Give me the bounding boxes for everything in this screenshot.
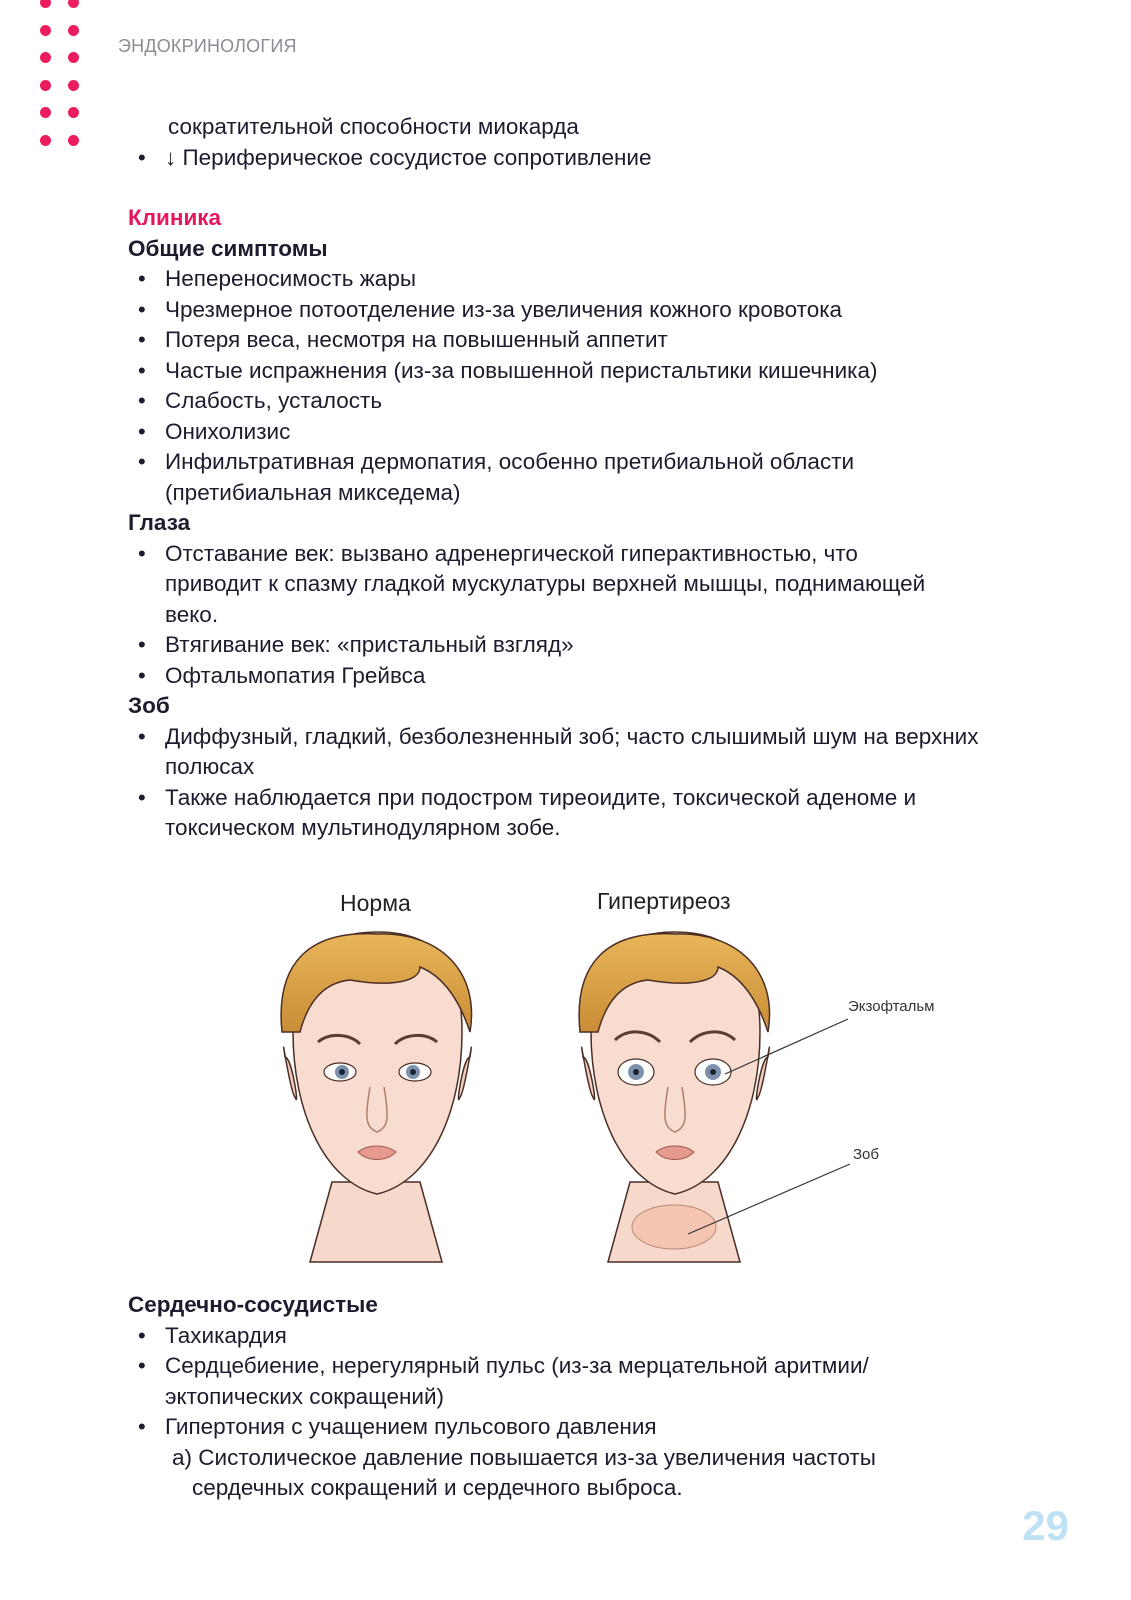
list-item: • Отставание век: вызвано адренергической гиперактивностью, что приводит к спазму гладкой мускулатуры верхней мышцы, поднимающей веко. (128, 539, 935, 631)
figure-label-normal: Норма (340, 890, 411, 916)
list-item: • Потеря веса, несмотря на повышенный аппетит (128, 325, 1028, 356)
list-item: • Диффузный, гладкий, безболезненный зоб; часто слышимый шум на верхних полюсах (128, 722, 985, 783)
list-item: • Частые испражнения (из-за повышенной перистальтики кишечника) (128, 356, 1028, 387)
goiter-list (128, 722, 1028, 844)
list-item: • Офтальмопатия Грейвса (128, 661, 1028, 692)
cardio-list (128, 1321, 1028, 1443)
annotation-exophthalmos: Экзофтальм (848, 998, 935, 1015)
annotation-goiter: Зоб (853, 1146, 879, 1163)
main-content (128, 112, 1028, 844)
list-item: • Тахикардия (128, 1321, 1028, 1352)
list-item: • Слабость, усталость (128, 386, 1028, 417)
continuation-line: сократительной способности миокарда (168, 114, 579, 139)
cardio-subitem: a) Систолическое давление повышается из-за увеличения частоты сердечных сокращений и сердечного выброса. (172, 1444, 876, 1500)
eyes-list (128, 539, 1028, 692)
list-item: • Непереносимость жары (128, 264, 1028, 295)
general-symptoms-list (128, 264, 1028, 508)
face-hyperthyroid (579, 932, 769, 1262)
list-item: • Инфильтративная дермопатия, особенно претибиальной области (претибиальная микседема) (128, 447, 925, 508)
subsection-title-eyes: Глаза (128, 510, 191, 535)
subsection-title-goiter: Зоб (128, 693, 170, 718)
list-item: • Втягивание век: «пристальный взгляд» (128, 630, 1028, 661)
running-head: ЭНДОКРИНОЛОГИЯ (118, 36, 297, 56)
list-item: • Гипертония с учащением пульсового давления (128, 1412, 1028, 1443)
page-number: 29 (1022, 1502, 1069, 1549)
hyperthyroidism-illustration (270, 882, 960, 1282)
list-item: • Также наблюдается при подостром тиреоидите, токсической аденоме и токсическом мультинодулярном зобе. (128, 783, 1025, 844)
face-normal (281, 932, 471, 1262)
list-item: • Чрезмерное потоотделение из-за увеличения кожного кровотока (128, 295, 1028, 326)
intro-list (128, 143, 1028, 174)
subsection-title-general: Общие симптомы (128, 235, 328, 261)
faces-drawing (270, 882, 960, 1282)
list-item: • ↓ Периферическое сосудистое сопротивление (128, 143, 1028, 174)
list-item: • Онихолизис (128, 417, 1028, 448)
subsection-title-cardio: Сердечно-сосудистые (128, 1292, 378, 1317)
figure-label-hyper: Гипертиреоз (597, 888, 731, 914)
list-item: • Сердцебиение, нерегулярный пульс (из-за мерцательной аритмии/ эктопических сокращений) (128, 1351, 965, 1412)
section-title-clinic: Клиника (128, 205, 222, 230)
decorative-dots (40, 0, 84, 150)
cardio-section (128, 1290, 1028, 1504)
